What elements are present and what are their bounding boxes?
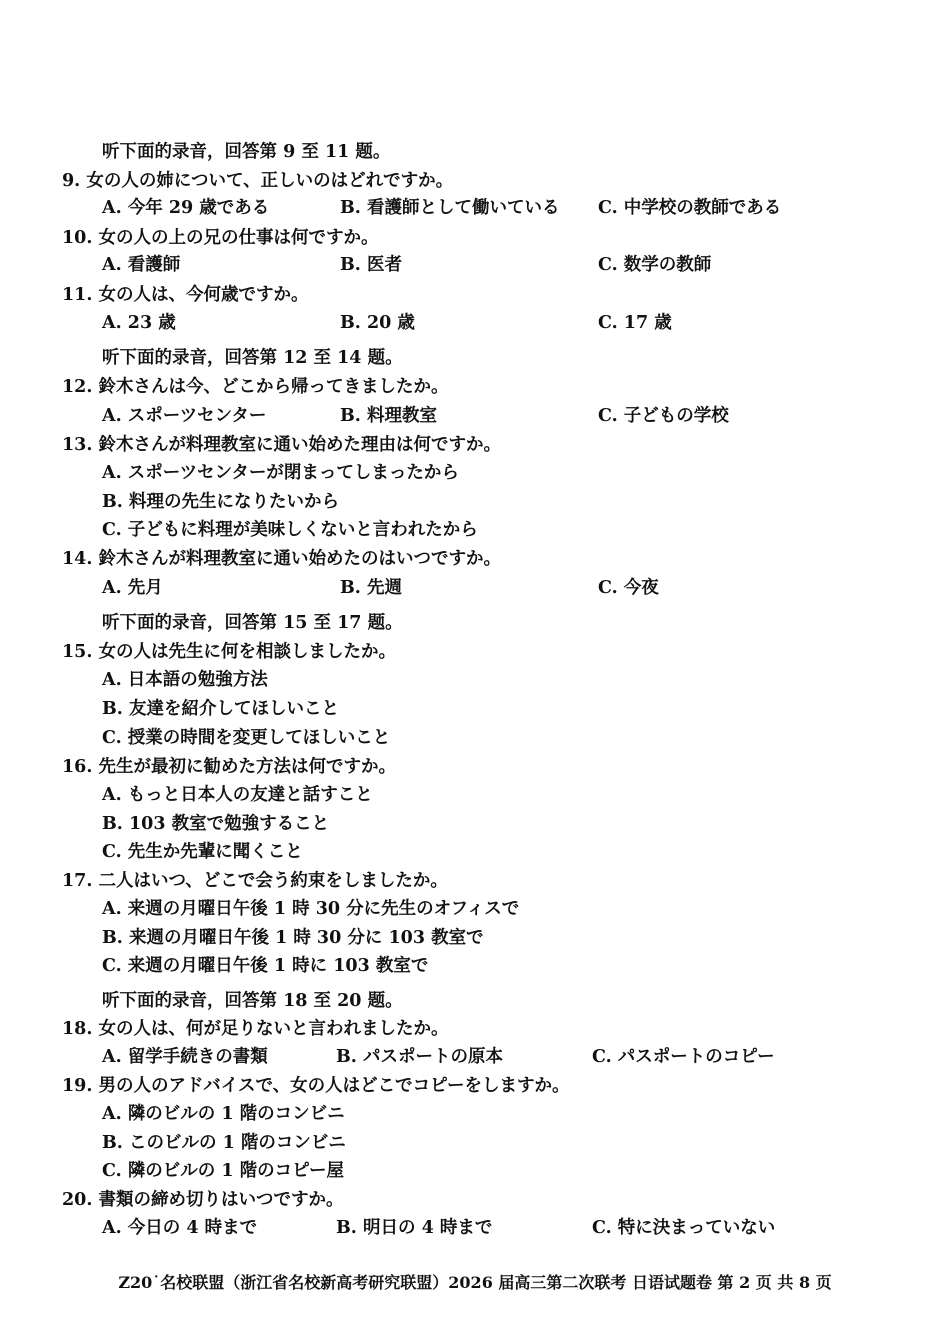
option-c: C. 特に決まっていない: [592, 1218, 776, 1238]
option-b: B. 103 教室で勉強すること: [102, 814, 330, 834]
section-instruction: 听下面的录音，回答第 12 至 14 题。: [102, 348, 403, 368]
option-b: B. 料理の先生になりたいから: [102, 492, 339, 512]
option-c: C. 17 歳: [598, 313, 672, 333]
option-a: A. 日本語の勉強方法: [102, 670, 268, 690]
question-stem: 9. 女の人の姉について、正しいのはどれですか。: [62, 171, 454, 191]
section-instruction: 听下面的录音，回答第 9 至 11 题。: [102, 142, 391, 162]
question-stem: 18. 女の人は、何が足りないと言われましたか。: [62, 1019, 449, 1039]
option-b: B. 明日の 4 時まで: [336, 1218, 493, 1238]
option-c: C. 先生か先輩に聞くこと: [102, 842, 303, 862]
question-stem: 11. 女の人は、今何歳ですか。: [62, 285, 309, 305]
option-c: C. 隣のビルの 1 階のコピー屋: [102, 1161, 344, 1181]
page-footer: Z20˙名校联盟（浙江省名校新高考研究联盟）2026 届高三第二次联考 日语试题卷 第 2 页 共 8 页: [118, 1273, 832, 1292]
option-c: C. 子どもの学校: [598, 406, 729, 426]
option-a: A. 留学手続きの書類: [102, 1047, 268, 1067]
question-stem: 10. 女の人の上の兄の仕事は何ですか。: [62, 228, 379, 248]
option-b: B. 来週の月曜日午後 1 時 30 分に 103 教室で: [102, 928, 484, 948]
option-a: A. 先月: [102, 578, 163, 598]
section-instruction: 听下面的录音，回答第 15 至 17 题。: [102, 613, 403, 633]
question-stem: 13. 鈴木さんが料理教室に通い始めた理由は何ですか。: [62, 435, 502, 455]
option-c: C. 数学の教師: [598, 255, 712, 275]
option-c: C. 今夜: [598, 578, 659, 598]
question-stem: 14. 鈴木さんが料理教室に通い始めたのはいつですか。: [62, 549, 502, 569]
option-c: C. 来週の月曜日午後 1 時に 103 教室で: [102, 956, 429, 976]
question-stem: 20. 書類の締め切りはいつですか。: [62, 1190, 344, 1210]
question-stem: 16. 先生が最初に勧めた方法は何ですか。: [62, 757, 397, 777]
option-c: C. 中学校の教師である: [598, 198, 782, 218]
section-instruction: 听下面的录音，回答第 18 至 20 题。: [102, 991, 403, 1011]
question-stem: 19. 男の人のアドバイスで、女の人はどこでコピーをしますか。: [62, 1076, 570, 1096]
option-a: A. スポーツセンター: [102, 406, 267, 426]
option-b: B. 医者: [340, 255, 402, 275]
option-b: B. 友達を紹介してほしいこと: [102, 699, 339, 719]
option-c: C. 授業の時間を変更してほしいこと: [102, 728, 391, 748]
option-b: B. パスポートの原本: [336, 1047, 503, 1067]
option-b: B. 20 歳: [340, 313, 415, 333]
option-a: A. 看護師: [102, 255, 181, 275]
option-c: C. 子どもに料理が美味しくないと言われたから: [102, 520, 478, 540]
question-stem: 17. 二人はいつ、どこで会う約束をしましたか。: [62, 871, 448, 891]
option-a: A. 来週の月曜日午後 1 時 30 分に先生のオフィスで: [102, 899, 520, 919]
option-a: A. スポーツセンターが閉まってしまったから: [102, 463, 459, 483]
option-a: A. 23 歳: [102, 313, 176, 333]
option-b: B. このビルの 1 階のコンビニ: [102, 1133, 346, 1153]
option-a: A. 今年 29 歳である: [102, 198, 270, 218]
option-b: B. 料理教室: [340, 406, 437, 426]
option-a: A. 隣のビルの 1 階のコンビニ: [102, 1104, 345, 1124]
option-a: A. もっと日本人の友達と話すこと: [102, 785, 373, 805]
option-b: B. 看護師として働いている: [340, 198, 560, 218]
option-a: A. 今日の 4 時まで: [102, 1218, 258, 1238]
question-stem: 12. 鈴木さんは今、どこから帰ってきましたか。: [62, 377, 449, 397]
option-b: B. 先週: [340, 578, 402, 598]
question-stem: 15. 女の人は先生に何を相談しましたか。: [62, 642, 397, 662]
option-c: C. パスポートのコピー: [592, 1047, 775, 1067]
